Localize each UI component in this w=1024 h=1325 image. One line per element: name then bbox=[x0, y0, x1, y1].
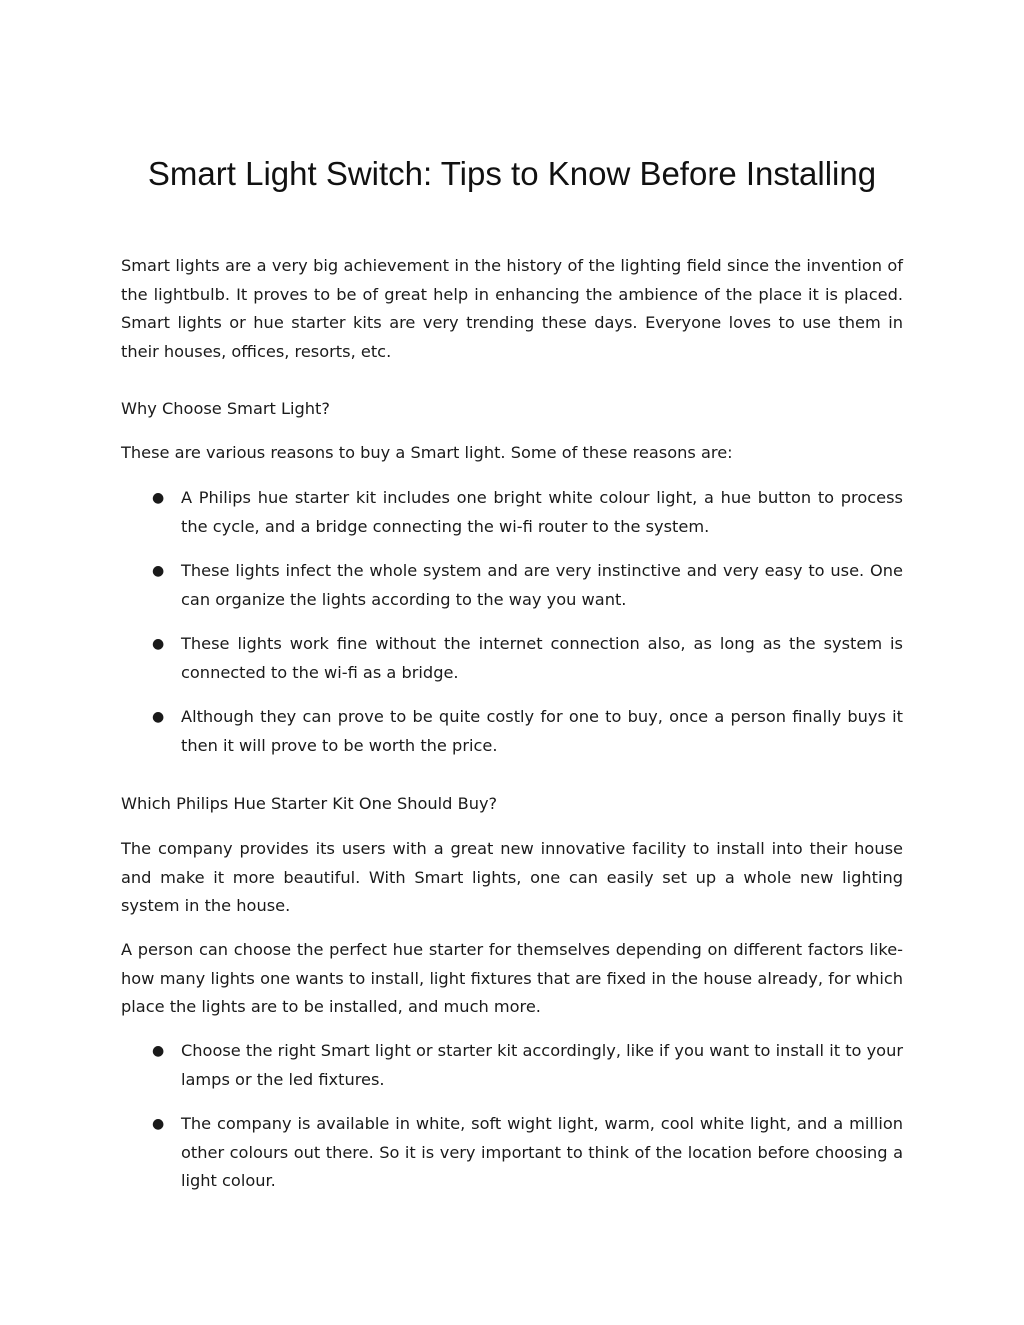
list-item-text: The company is available in white, soft wight light, warm, cool white light, and a million other colours out there. So it is very important to think of the location before choosing a light colour. bbox=[181, 1114, 903, 1191]
bullet-icon: ● bbox=[152, 709, 165, 725]
section-heading-which-kit: Which Philips Hue Starter Kit One Should Buy? bbox=[121, 794, 498, 813]
bullet-icon: ● bbox=[152, 490, 165, 506]
intro-paragraph: Smart lights are a very big achievement in the history of the lighting field since the invention of the lightbulb. It proves to be of great help in enhancing the ambience of the place it is placed. Smart lights or hue starter kits are very trending these days. Everyone loves to use them in their houses, offices, resorts, etc. bbox=[121, 256, 903, 361]
section-paragraph: The company provides its users with a great new innovative facility to install into their house and make it more beautiful. With Smart lights, one can easily set up a whole new lighting system in the house. bbox=[121, 839, 903, 916]
section-paragraph: A person can choose the perfect hue starter for themselves depending on different factors like- how many lights one wants to install, light fixtures that are fixed in the house already, for which place the lights are to be installed, and much more. bbox=[121, 940, 903, 1017]
list-item-text: These lights infect the whole system and are very instinctive and very easy to use. One can organize the lights according to the way you want. bbox=[181, 561, 903, 609]
list-item-text: A Philips hue starter kit includes one bright white colour light, a hue button to process the cycle, and a bridge connecting the wi-fi router to the system. bbox=[181, 488, 903, 536]
bullet-icon: ● bbox=[152, 636, 165, 652]
section-heading-why-choose: Why Choose Smart Light? bbox=[121, 399, 330, 418]
list-item-text: These lights work fine without the internet connection also, as long as the system is connected to the wi-fi as a bridge. bbox=[181, 634, 903, 682]
bullet-icon: ● bbox=[152, 1043, 165, 1059]
bullet-icon: ● bbox=[152, 1116, 165, 1132]
bullet-icon: ● bbox=[152, 563, 165, 579]
page-title: Smart Light Switch: Tips to Know Before Installing bbox=[147, 155, 877, 192]
section-lead-paragraph: These are various reasons to buy a Smart light. Some of these reasons are: bbox=[121, 443, 733, 462]
list-item-text: Choose the right Smart light or starter kit accordingly, like if you want to install it to your lamps or the led fixtures. bbox=[181, 1041, 903, 1089]
list-item-text: Although they can prove to be quite costly for one to buy, once a person finally buys it then it will prove to be worth the price. bbox=[181, 707, 903, 755]
